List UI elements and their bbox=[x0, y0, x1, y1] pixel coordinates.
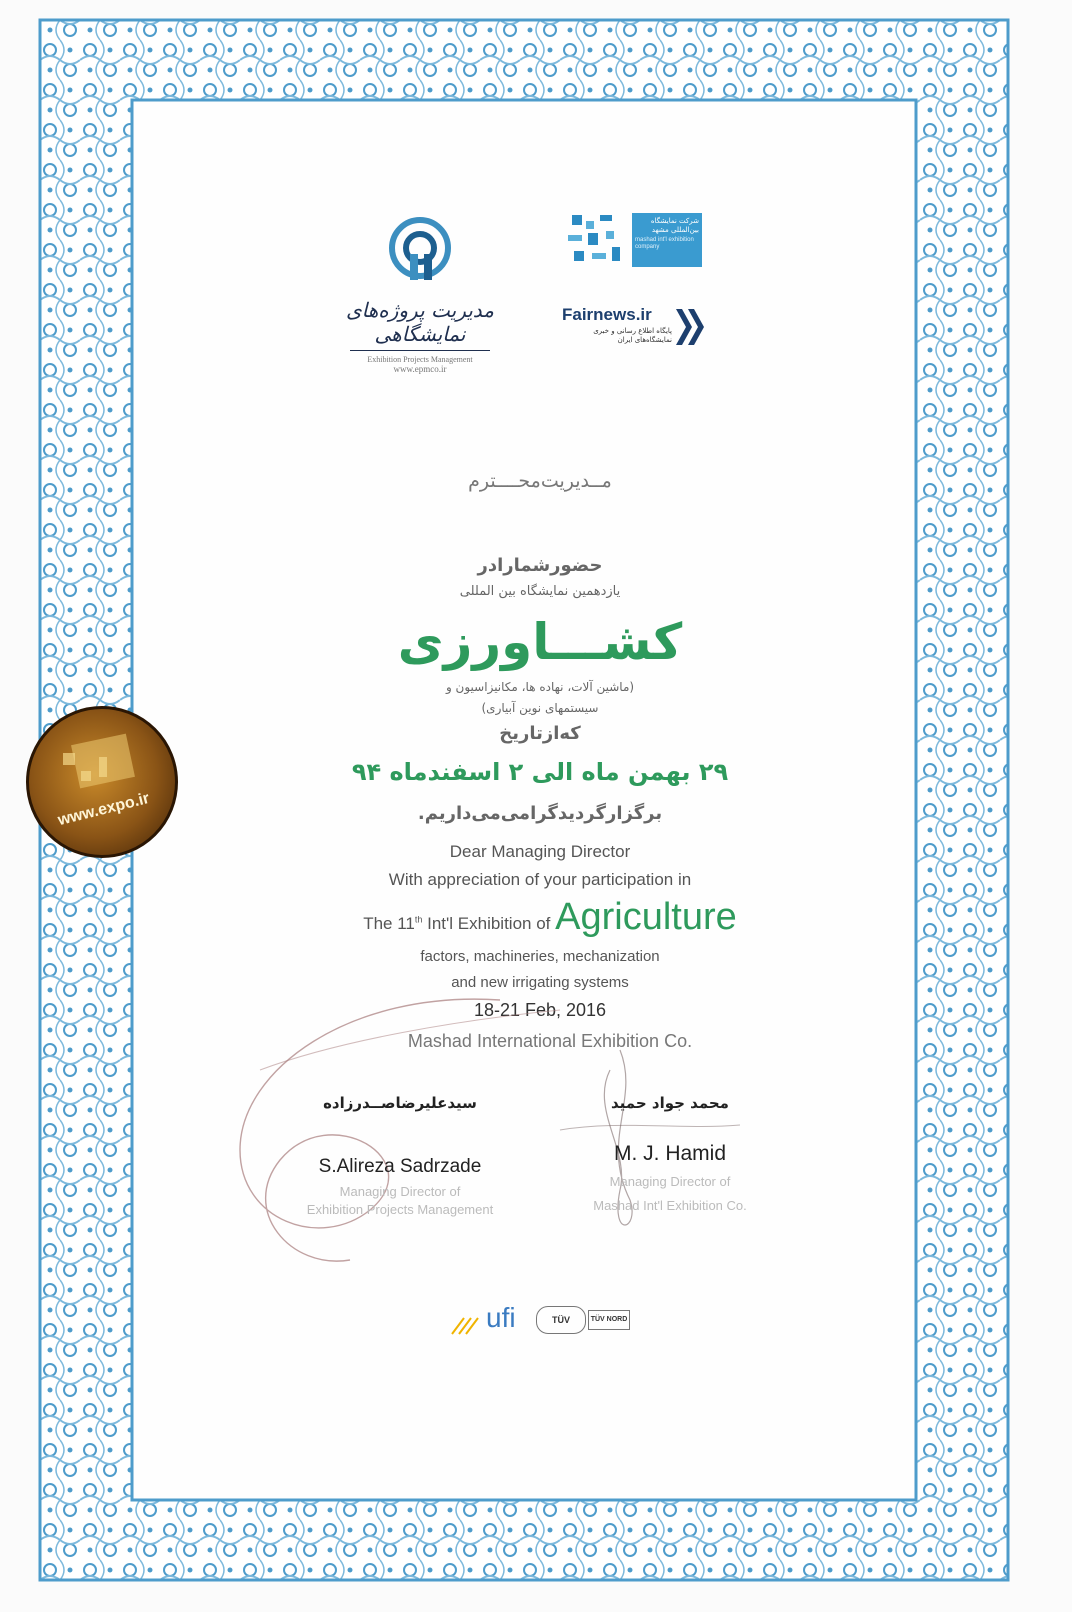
tuv-badge: TÜV bbox=[536, 1306, 586, 1334]
signatory-left-title-line2: Exhibition Projects Management bbox=[306, 1202, 494, 1217]
fairnews-chevron-icon bbox=[674, 307, 704, 347]
persian-dates: ۲۹ بهمن ماه الی ۲ اسفندماه ۹۴ bbox=[351, 758, 729, 786]
persian-line2: یازدهمین نمایشگاه بین المللی bbox=[459, 584, 621, 599]
english-dates: 18-21 Feb, 2016 bbox=[473, 1000, 607, 1020]
expo-sticker bbox=[26, 706, 178, 858]
signatory-right-title-line2: Mashad Int'l Exhibition Co. bbox=[593, 1198, 747, 1213]
english-line3-prefix: The 11 bbox=[363, 914, 415, 933]
english-organizer: Mashad International Exhibition Co. bbox=[407, 1031, 693, 1051]
epm-name-fa: مدیریت پروژه‌های نمایشگاهی bbox=[345, 298, 495, 346]
tuv-nord-badge: TÜV NORD bbox=[588, 1310, 630, 1330]
epm-logo-mark bbox=[340, 210, 500, 290]
miec-name-en: mashad int'l exhibition company bbox=[635, 237, 694, 250]
sticker-url: www.expo.ir bbox=[56, 789, 152, 830]
signatory-right-name-fa: محمد جواد حمید bbox=[611, 1094, 729, 1112]
english-line5: and new irrigating systems bbox=[451, 974, 629, 991]
miec-logo-box bbox=[632, 213, 702, 267]
persian-line1: حضورشمارادر bbox=[477, 555, 603, 576]
sticker-pattern-icon bbox=[29, 709, 175, 855]
fairnews-subtitle: پایگاه اطلاع رسانی و خبری نمایشگاه‌های ایران bbox=[593, 327, 672, 344]
persian-line4: سیستمهای نوین آبیاری) bbox=[481, 701, 599, 715]
signatory-right-name-en: M. J. Hamid bbox=[613, 1142, 726, 1165]
epm-url: www.epmco.ir bbox=[393, 364, 447, 374]
persian-line5: که‌ازتاریخ bbox=[499, 723, 581, 744]
english-line2: With appreciation of your participation in bbox=[388, 870, 692, 889]
salutation-fa: مــدیریت‌محــــترم bbox=[468, 470, 612, 492]
english-main-title: Agriculture bbox=[555, 896, 737, 938]
signatory-left-name-en: S.Alireza Sadrzade bbox=[318, 1156, 482, 1177]
fairnews-title: Fairnews.ir bbox=[562, 305, 652, 324]
persian-line3: (ماشین آلات، نهاده ها، مکانیزاسیون و bbox=[445, 680, 635, 694]
english-line3-sup: th bbox=[414, 914, 423, 925]
english-line3 bbox=[260, 896, 840, 939]
signatory-left-title-line1: Managing Director of bbox=[339, 1184, 461, 1199]
miec-name-fa: شرکت نمایشگاه بین‌المللی مشهد bbox=[650, 217, 699, 234]
persian-main-title: کشـــاورزی bbox=[397, 613, 683, 671]
persian-line6: برگزارگردیدگرامی‌می‌داریم. bbox=[417, 803, 663, 824]
epm-logo bbox=[340, 210, 500, 374]
signature-scribbles bbox=[200, 980, 800, 1280]
signatory-left-name-fa: سیدعلیرضاصــدرزاده bbox=[323, 1094, 477, 1112]
footer-logos bbox=[450, 1300, 630, 1340]
epm-name-en: Exhibition Projects Management bbox=[367, 355, 473, 364]
miec-logo bbox=[566, 213, 706, 267]
ufi-label: ufi bbox=[486, 1302, 516, 1333]
english-line1: Dear Managing Director bbox=[449, 842, 631, 861]
english-line3-suffix: Int'l Exhibition of bbox=[422, 914, 556, 933]
fairnews-logo bbox=[562, 305, 706, 353]
miec-logo-mark bbox=[566, 213, 628, 267]
english-line4: factors, machineries, mechanization bbox=[420, 948, 660, 965]
signatory-right-title-line1: Managing Director of bbox=[609, 1174, 731, 1189]
ufi-stripes-icon bbox=[450, 1314, 486, 1336]
inner-panel bbox=[132, 100, 916, 1500]
